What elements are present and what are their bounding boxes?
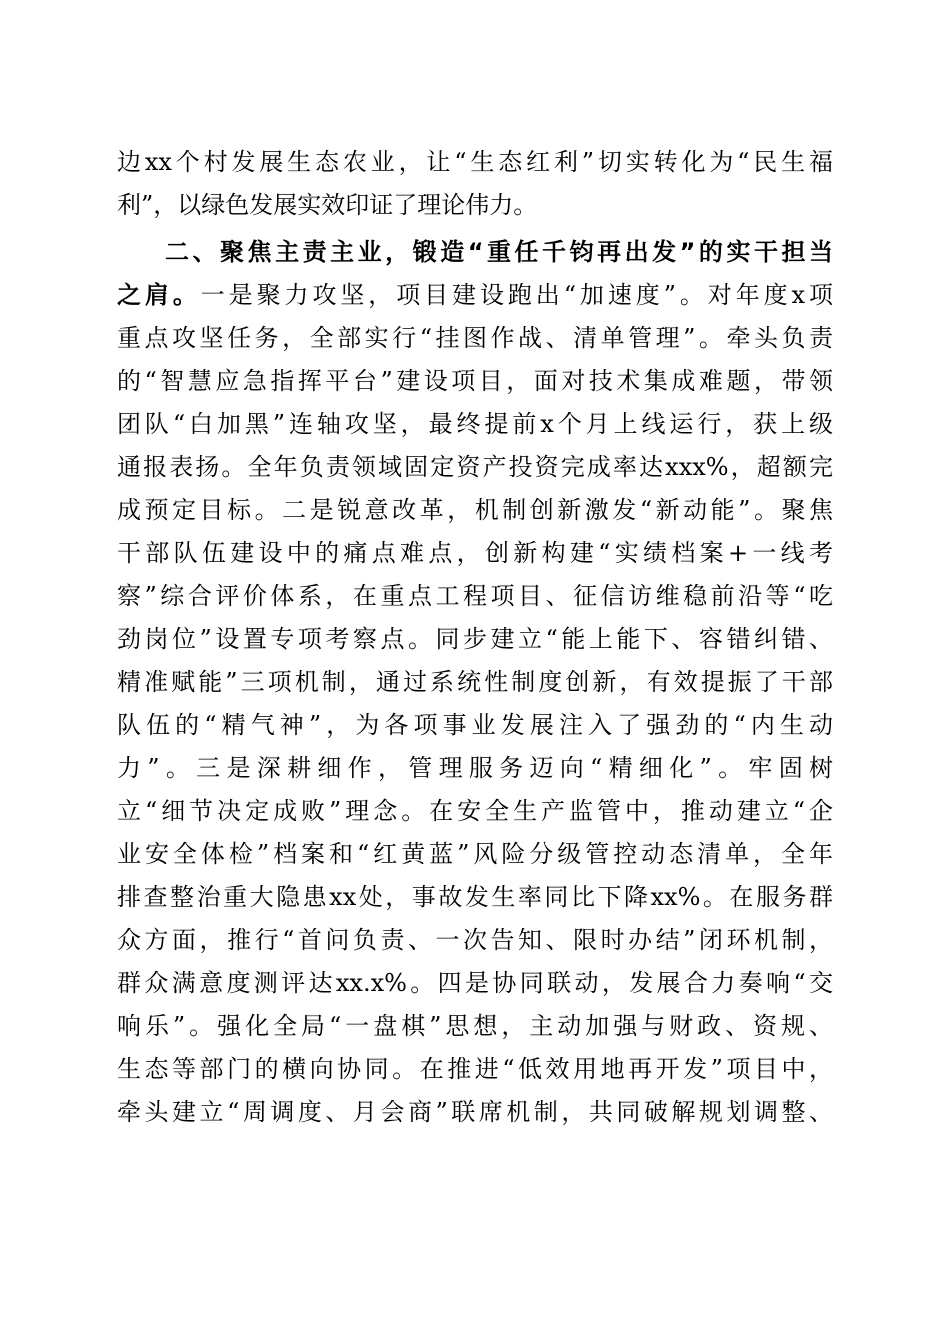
text-line: 排查整治重大隐患xx处，事故发生率同比下降xx%。在服务群 (117, 883, 833, 911)
text-line: 响乐”。强化全局“一盘棋”思想，主动加强与财政、资规、 (117, 1012, 833, 1040)
section-heading: 二、聚焦主责主业，锻造“重任千钧再出发”的实干担当 (165, 238, 833, 266)
text-line: 众方面，推行“首问负责、一次告知、限时办结”闭环机制， (117, 926, 833, 954)
text-line: 群众满意度测评达xx.x%。四是协同联动，发展合力奏响“交 (117, 969, 833, 997)
paragraph-2 (117, 236, 833, 1129)
section-heading-end: 之肩。 (117, 281, 201, 309)
text-line (117, 279, 833, 312)
text-line: 力”。三是深耕细作，管理服务迈向“精细化”。牢固树 (117, 754, 833, 782)
paragraph-1 (117, 146, 833, 222)
text-line: 通报表扬。全年负责领域固定资产投资完成率达xxx%，超额完 (117, 453, 833, 481)
text-line: 利”，以绿色发展实效印证了理论伟力。 (117, 191, 538, 219)
text-line: 业安全体检”档案和“红黄蓝”风险分级管控动态清单，全年 (117, 840, 833, 868)
text-line: 重点攻坚任务，全部实行“挂图作战、清单管理”。牵头负责 (117, 324, 833, 352)
text-line: 生态等部门的横向协同。在推进“低效用地再开发”项目中， (117, 1055, 833, 1083)
text-line: 立“细节决定成败”理念。在安全生产监管中，推动建立“企 (117, 797, 833, 825)
text-line: 团队“白加黑”连轴攻坚，最终提前x个月上线运行，获上级 (117, 410, 833, 438)
text-line: 的“智慧应急指挥平台”建设项目，面对技术集成难题，带领 (117, 367, 833, 395)
text-line: 劲岗位”设置专项考察点。同步建立“能上能下、容错纠错、 (117, 625, 833, 653)
text-line: 察”综合评价体系，在重点工程项目、征信访维稳前沿等“吃 (117, 582, 833, 610)
text-line: 队伍的“精气神”，为各项事业发展注入了强劲的“内生动 (117, 711, 833, 739)
text-line: 干部队伍建设中的痛点难点，创新构建“实绩档案+一线考 (117, 539, 833, 567)
text-line: 精准赋能”三项机制，通过系统性制度创新，有效提振了干部 (117, 668, 833, 696)
text-line: 牵头建立“周调度、月会商”联席机制，共同破解规划调整、 (117, 1098, 833, 1126)
text-line-continuation: 一是聚力攻坚，项目建设跑出“加速度”。对年度x项 (200, 281, 833, 309)
text-line: 成预定目标。二是锐意改革，机制创新激发“新动能”。聚焦 (117, 496, 833, 524)
text-line: 边xx个村发展生态农业，让“生态红利”切实转化为“民生福 (117, 148, 833, 176)
